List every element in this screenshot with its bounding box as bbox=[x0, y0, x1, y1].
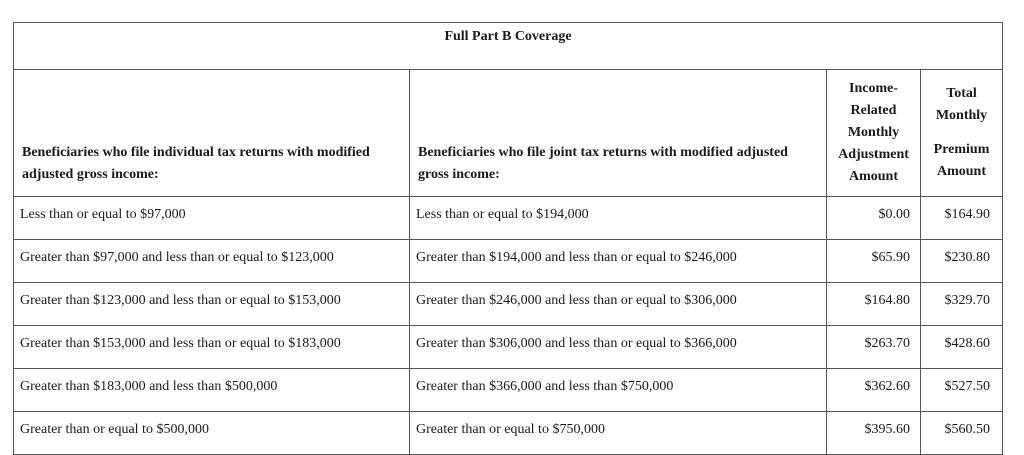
header-irmaa-line: Monthly bbox=[847, 125, 900, 140]
joint-income-cell: Greater than or equal to $750,000 bbox=[410, 412, 827, 455]
header-joint: Beneficiaries who file joint tax returns with modified adjusted gross income: bbox=[410, 70, 827, 197]
individual-income-cell: Less than or equal to $97,000 bbox=[14, 197, 410, 240]
total-premium-cell: $428.60 bbox=[921, 326, 1003, 369]
header-irmaa-line: Income- bbox=[849, 81, 898, 96]
joint-income-cell: Greater than $306,000 and less than or equal to $366,000 bbox=[410, 326, 827, 369]
irmaa-amount-cell: $263.70 bbox=[827, 326, 921, 369]
header-total bbox=[921, 70, 1003, 197]
irmaa-amount-cell: $0.00 bbox=[827, 197, 921, 240]
individual-income-cell: Greater than $153,000 and less than or equal to $183,000 bbox=[14, 326, 410, 369]
header-individual: Beneficiaries who file individual tax returns with modified adjusted gross income: bbox=[14, 70, 410, 197]
header-total-line: Amount bbox=[937, 164, 987, 179]
irmaa-amount-cell: $362.60 bbox=[827, 369, 921, 412]
part-b-coverage-table bbox=[13, 22, 1003, 455]
joint-income-cell: Less than or equal to $194,000 bbox=[410, 197, 827, 240]
irmaa-amount-cell: $395.60 bbox=[827, 412, 921, 455]
header-irmaa-line: Related bbox=[850, 103, 897, 118]
table-row bbox=[14, 412, 1003, 455]
table-row bbox=[14, 240, 1003, 283]
individual-income-cell: Greater than or equal to $500,000 bbox=[14, 412, 410, 455]
joint-income-cell: Greater than $194,000 and less than or equal to $246,000 bbox=[410, 240, 827, 283]
joint-income-cell: Greater than $246,000 and less than or equal to $306,000 bbox=[410, 283, 827, 326]
header-total-line: Monthly bbox=[935, 108, 988, 123]
individual-income-cell: Greater than $123,000 and less than or equal to $153,000 bbox=[14, 283, 410, 326]
total-premium-cell: $164.90 bbox=[921, 197, 1003, 240]
total-premium-cell: $230.80 bbox=[921, 240, 1003, 283]
header-total-line: Total bbox=[946, 86, 977, 101]
irmaa-amount-cell: $164.80 bbox=[827, 283, 921, 326]
table-row bbox=[14, 326, 1003, 369]
total-premium-cell: $560.50 bbox=[921, 412, 1003, 455]
header-total-line: Premium bbox=[933, 142, 990, 157]
table-row bbox=[14, 197, 1003, 240]
header-irmaa bbox=[827, 70, 921, 197]
table-title-row bbox=[14, 23, 1003, 70]
header-irmaa-line: Amount bbox=[848, 169, 898, 184]
irmaa-amount-cell: $65.90 bbox=[827, 240, 921, 283]
table-row bbox=[14, 283, 1003, 326]
header-irmaa-line: Adjustment bbox=[838, 147, 909, 162]
individual-income-cell: Greater than $97,000 and less than or equal to $123,000 bbox=[14, 240, 410, 283]
table-title: Full Part B Coverage bbox=[14, 23, 1003, 70]
total-premium-cell: $329.70 bbox=[921, 283, 1003, 326]
table-header-row bbox=[14, 70, 1003, 197]
total-premium-cell: $527.50 bbox=[921, 369, 1003, 412]
individual-income-cell: Greater than $183,000 and less than $500,000 bbox=[14, 369, 410, 412]
table-row bbox=[14, 369, 1003, 412]
joint-income-cell: Greater than $366,000 and less than $750,000 bbox=[410, 369, 827, 412]
